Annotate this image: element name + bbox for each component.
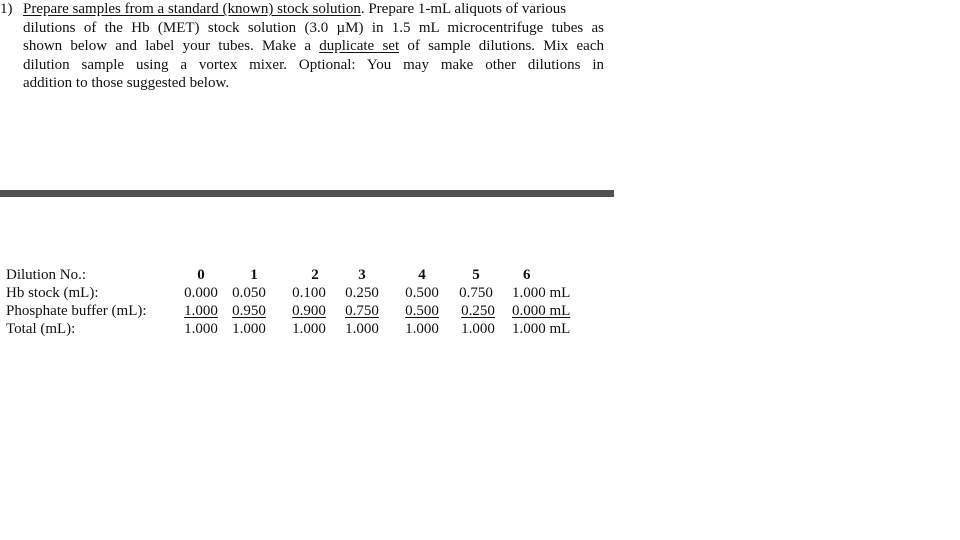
paragraph-text: . Prepare 1-mL aliquots of various xyxy=(360,1,567,17)
item-number: 1) xyxy=(0,1,13,17)
dilution-number: 5 xyxy=(472,267,480,283)
paragraph-text: of sample dilutions. Mix each xyxy=(399,38,604,55)
buffer-value: 0.950 xyxy=(232,303,266,319)
row-label-dilution-no: Dilution No.: xyxy=(6,267,87,283)
buffer-value: 0.250 xyxy=(461,303,495,319)
paragraph-text: shown below and label your tubes. Make a xyxy=(23,38,320,55)
hb-stock-value: 1.000 mL xyxy=(512,285,571,301)
total-value: 1.000 xyxy=(232,321,266,337)
hb-stock-value: 0.100 xyxy=(292,285,326,301)
underlined-term: duplicate set xyxy=(319,38,400,55)
buffer-value: 0.500 xyxy=(405,303,439,319)
hb-stock-value: 0.050 xyxy=(232,285,266,301)
row-label-total: Total (mL): xyxy=(6,321,76,337)
total-value: 1.000 xyxy=(461,321,495,337)
dilution-number: 1 xyxy=(250,267,258,283)
row-label-hb-stock: Hb stock (mL): xyxy=(6,285,99,301)
dilution-number: 4 xyxy=(418,267,426,283)
total-value: 1.000 xyxy=(405,321,439,337)
dilution-number: 2 xyxy=(311,267,319,283)
dilution-table xyxy=(0,0,600,340)
hb-stock-value: 0.000 xyxy=(184,285,218,301)
buffer-value: 0.750 xyxy=(345,303,379,319)
paragraph-text: dilutions of the Hb (MET) stock solution (3.0 µM) in 1.5 mL microcentrifuge tubes as xyxy=(23,19,604,36)
hb-stock-value: 0.750 xyxy=(459,285,493,301)
buffer-value: 0.900 xyxy=(292,303,326,319)
row-label-phosphate-buffer: Phosphate buffer (mL): xyxy=(6,303,147,319)
hb-stock-value: 0.250 xyxy=(345,285,379,301)
total-value: 1.000 xyxy=(292,321,326,337)
underlined-heading: Prepare samples from a standard (known) stock solution xyxy=(23,1,361,17)
dilution-number: 3 xyxy=(358,267,366,283)
total-value: 1.000 xyxy=(345,321,379,337)
hb-stock-value: 0.500 xyxy=(405,285,439,301)
paragraph-text: dilution sample using a vortex mixer. Optional: You may make other dilutions in xyxy=(23,56,604,73)
buffer-value: 0.000 mL xyxy=(512,303,571,319)
dilution-number: 6 xyxy=(523,267,531,283)
total-value: 1.000 xyxy=(184,321,218,337)
paragraph-text: addition to those suggested below. xyxy=(23,75,230,92)
buffer-value: 1.000 xyxy=(184,303,218,319)
dilution-number: 0 xyxy=(197,267,205,283)
total-value: 1.000 mL xyxy=(512,321,571,337)
